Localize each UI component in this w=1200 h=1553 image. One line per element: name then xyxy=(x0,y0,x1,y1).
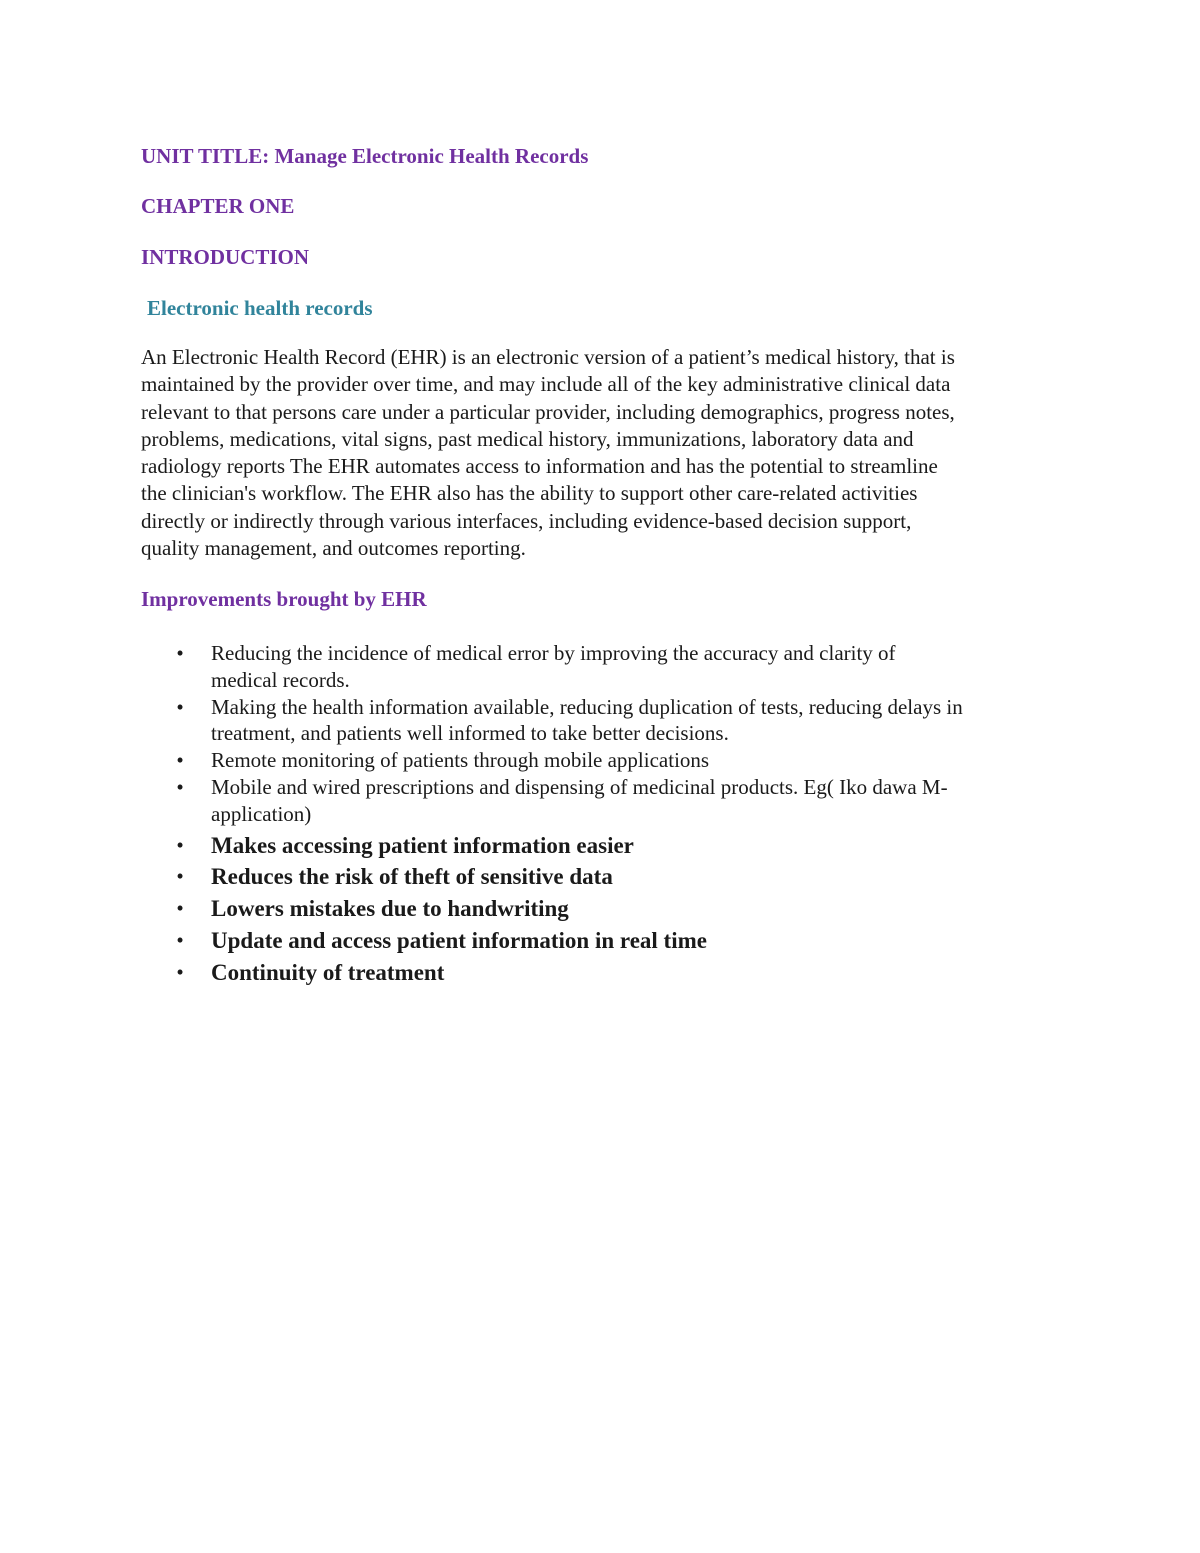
paragraph-line: radiology reports The EHR automates access to information and has the potential to streamline xyxy=(141,454,938,479)
paragraph-line: problems, medications, vital signs, past medical history, immunizations, laboratory data and xyxy=(141,426,914,451)
list-item-line: Continuity of treatment xyxy=(211,959,445,985)
paragraph-line: An Electronic Health Record (EHR) is an electronic version of a patient’s medical history, that is xyxy=(141,345,955,369)
chapter-heading: CHAPTER ONE xyxy=(141,194,295,218)
bullet-icon: • xyxy=(176,959,184,984)
list-item xyxy=(141,694,1071,748)
paragraph-line: directly or indirectly through various interfaces, including evidence-based decision support, xyxy=(141,508,912,533)
paragraph-line: relevant to that persons care under a particular provider, including demographics, progress notes, xyxy=(141,399,955,424)
list-item-line: Making the health information available, reducing duplication of tests, reducing delays in xyxy=(211,694,963,719)
list-item xyxy=(141,640,1071,694)
paragraph-line: maintained by the provider over time, and may include all of the key administrative clinical data xyxy=(141,372,951,397)
list-item xyxy=(141,893,1071,925)
intro-paragraph xyxy=(141,344,1071,562)
bullet-icon: • xyxy=(176,927,184,952)
list-item-line: Remote monitoring of patients through mobile applications xyxy=(211,748,710,773)
list-item-line: medical records. xyxy=(211,667,350,692)
list-item-line: Makes accessing patient information easier xyxy=(211,832,634,858)
list-item xyxy=(141,957,1071,989)
list-item xyxy=(141,774,1071,828)
list-item-line: treatment, and patients well informed to take better decisions. xyxy=(211,721,729,746)
list-item-line: application) xyxy=(211,801,312,826)
bullet-icon: • xyxy=(176,864,184,889)
improvements-heading: Improvements brought by EHR xyxy=(141,587,427,611)
list-item-line: Reducing the incidence of medical error by improving the accuracy and clarity of xyxy=(211,641,896,665)
bullet-icon: • xyxy=(176,641,184,665)
improvements-list xyxy=(141,640,1071,989)
bullet-icon: • xyxy=(176,694,184,719)
bullet-icon: • xyxy=(176,774,184,799)
bullet-icon: • xyxy=(176,832,184,857)
list-item-line: Reduces the risk of theft of sensitive data xyxy=(211,864,613,890)
bullet-icon: • xyxy=(176,748,184,773)
list-item xyxy=(141,861,1071,893)
list-item xyxy=(141,747,1071,774)
paragraph-line: quality management, and outcomes reporting. xyxy=(141,536,526,561)
paragraph-line: the clinician's workflow. The EHR also has the ability to support other care-related activities xyxy=(141,481,918,506)
unit-title: UNIT TITLE: Manage Electronic Health Records xyxy=(141,144,589,168)
section-title: Electronic health records xyxy=(147,296,373,320)
introduction-heading: INTRODUCTION xyxy=(141,245,310,269)
list-item xyxy=(141,830,1071,862)
list-item-line: Update and access patient information in real time xyxy=(211,927,707,953)
list-item xyxy=(141,925,1071,957)
bullet-icon: • xyxy=(176,896,184,921)
list-item-line: Lowers mistakes due to handwriting xyxy=(211,896,569,922)
list-item-line: Mobile and wired prescriptions and dispensing of medicinal products. Eg( Iko dawa M- xyxy=(211,774,948,799)
